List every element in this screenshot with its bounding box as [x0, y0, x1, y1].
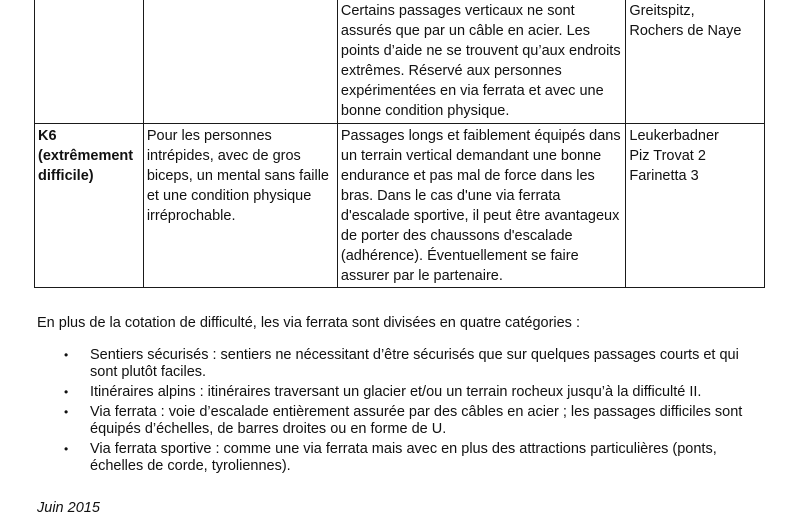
description-text: Certains passages verticaux ne sont assurés que par un câble en acier. Les points d’aide ne se trouvent qu’aux endroits extrêmes. Réservé aux personnes expérimentées en via ferrata et avec une bonne condition physique.: [340, 3, 621, 119]
table-row: [35, 0, 765, 124]
description-cell: [337, 124, 626, 288]
list-item-text: Via ferrata : voie d’escalade entièrement assurée par des câbles en acier ; les passages difficiles sont équipés d’échelles, de barres droites ou en forme de U.: [90, 404, 743, 437]
audience-cell: [143, 0, 337, 124]
example-route: Farinetta 3: [629, 168, 699, 184]
table-row: [35, 124, 765, 288]
document-date: Juin 2015: [37, 500, 100, 516]
audience-text: Pour les personnes intrépides, avec de gros biceps, un mental sans faille et une condition physique irréprochable.: [146, 128, 329, 224]
bullet-icon: •: [64, 385, 69, 399]
description-text: Passages longs et faiblement équipés dans un terrain vertical demandant une bonne endurance et pas mal de force dans les bras. Dans le cas d'une via ferrata d'escalade sportive, il peut être avantageux de porter des chaussons d'escalade (adhérence). Éventuellement se faire assurer par le partenaire.: [340, 128, 621, 284]
categories-intro: En plus de la cotation de difficulté, les via ferrata sont divisées en quatre catégories :: [37, 315, 580, 331]
example-route: Piz Trovat 2: [629, 148, 706, 164]
list-item: [58, 441, 758, 475]
example-route: Leukerbadner: [629, 128, 719, 144]
list-item-text: Via ferrata sportive : comme une via ferrata mais avec en plus des attractions particulières (ponts, échelles de corde, tyroliennes).: [90, 441, 717, 474]
categories-list: [58, 347, 758, 478]
examples-cell: [626, 124, 765, 288]
grade-cell: [35, 124, 144, 288]
list-item: [58, 347, 758, 381]
grade-cell: [35, 0, 144, 124]
description-cell: [337, 0, 626, 124]
bullet-icon: •: [64, 442, 69, 456]
bullet-icon: •: [64, 405, 69, 419]
difficulty-table: [34, 0, 765, 288]
list-item: [58, 384, 758, 401]
audience-cell: [143, 124, 337, 288]
list-item: [58, 404, 758, 438]
list-item-text: Sentiers sécurisés : sentiers ne nécessitant d’être sécurisés que sur quelques passages courts et qui sont plutôt faciles.: [90, 347, 739, 380]
example-route: Greitspitz,: [629, 3, 695, 19]
example-route: Rochers de Naye: [629, 23, 742, 39]
grade-label: K6 (extrêmement difficile): [38, 128, 134, 184]
examples-cell: [626, 0, 765, 124]
bullet-icon: •: [64, 348, 69, 362]
list-item-text: Itinéraires alpins : itinéraires traversant un glacier et/ou un terrain rocheux jusqu’à la difficulté II.: [90, 384, 702, 400]
